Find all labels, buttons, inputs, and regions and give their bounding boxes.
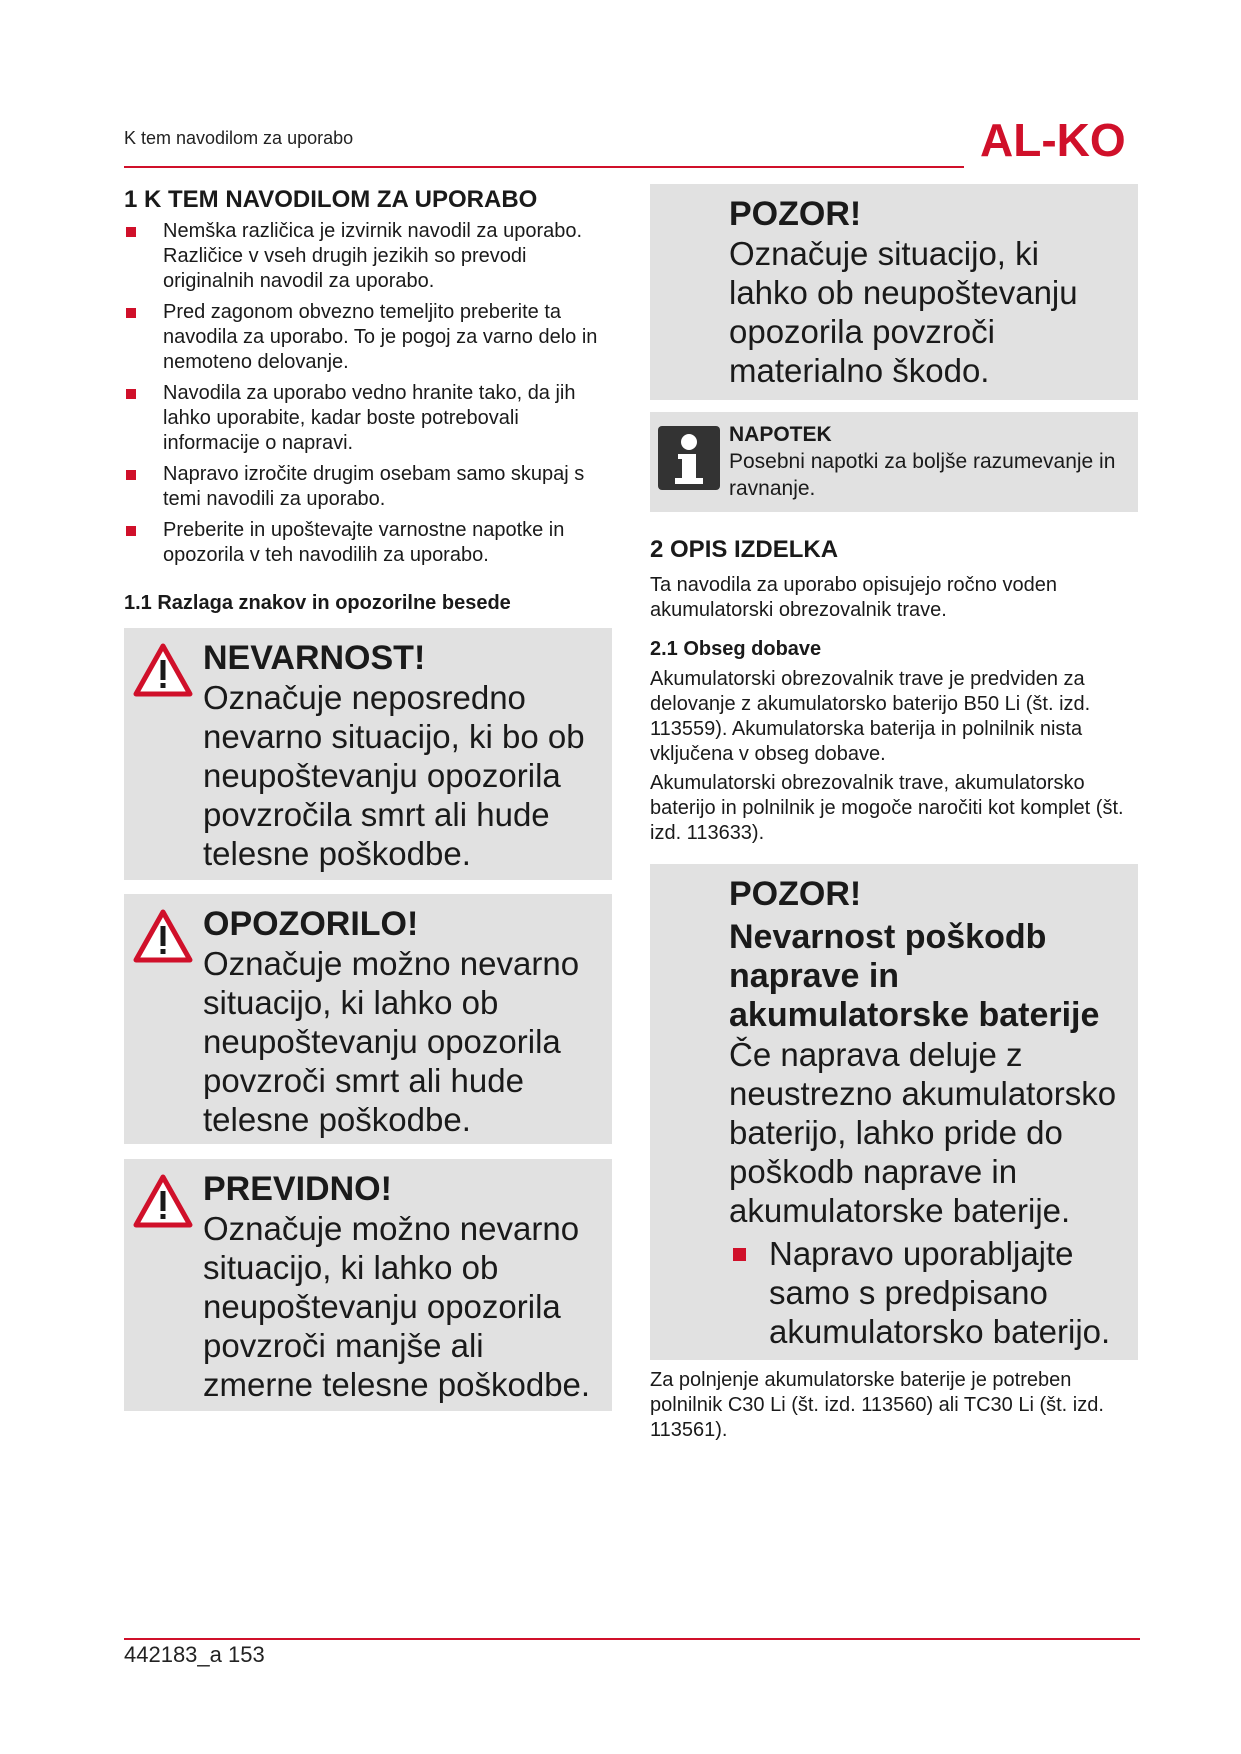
notice-box [650, 184, 1138, 400]
battery-notice-title: POZOR! [729, 875, 862, 913]
alko-logo [980, 114, 1140, 164]
battery-notice-subtitle: Nevarnost poškodb naprave in akumulatorske baterije [729, 918, 1100, 1034]
tip-title: NAPOTEK [729, 423, 832, 446]
caution-title: PREVIDNO! [203, 1170, 392, 1208]
section-2 [650, 536, 1140, 846]
info-icon [658, 426, 720, 490]
warning-triangle-icon [132, 642, 194, 698]
warning-box [124, 894, 612, 1144]
caution-text: Označuje možno nevarno situacijo, ki lahko ob neupoštevanju opozorila povzroči manjše ali zmerne telesne poškodbe. [203, 1210, 591, 1403]
scope-paragraph-1: Akumulatorski obrezovalnik trave je predviden za delovanje z akumulatorsko baterijo B50 Li (št. izd. 113559). Akumulatorska baterija in polnilnik nista vključena v obseg dobave. [650, 667, 1091, 765]
battery-notice-box [650, 864, 1138, 1360]
tip-box [650, 412, 1138, 512]
battery-notice-bullet: Napravo uporabljajte samo s predpisano akumulatorsko baterijo. [729, 1234, 1126, 1351]
warning-text: Označuje možno nevarno situacijo, ki lahko ob neupoštevanju opozorila povzroči smrt ali hude telesne poškodbe. [203, 945, 580, 1138]
warning-triangle-icon [132, 908, 194, 964]
svg-text:AL-KO: AL-KO [980, 114, 1126, 164]
header-rule [124, 166, 964, 168]
bullet-square-icon [126, 470, 136, 480]
running-header: K tem navodilom za uporabo [124, 128, 354, 148]
caution-box [124, 1159, 612, 1411]
bullet-square-icon [126, 526, 136, 536]
tip-text: Posebni napotki za boljše razumevanje in ravnanje. [729, 450, 1116, 500]
section-1-1-heading: 1.1 Razlaga znakov in opozorilne besede [124, 592, 511, 614]
page-number: 442183_a 153 [124, 1642, 265, 1667]
list-item: Navodila za uporabo vedno hranite tako, da jih lahko uporabite, kadar boste potrebovali informacije o napravi. [124, 381, 614, 456]
list-item: Preberite in upoštevajte varnostne napotke in opozorila v teh navodilih za uporabo. [124, 518, 614, 568]
section-2-intro: Ta navodila za uporabo opisujejo ročno voden akumulatorski obrezovalnik trave. [650, 573, 1057, 621]
section-1 [124, 186, 614, 574]
section-2-heading: 2 OPIS IZDELKA [650, 536, 839, 563]
bullet-square-icon [126, 227, 136, 237]
section-1-heading: 1 K TEM NAVODILOM ZA UPORABO [124, 186, 538, 213]
notice-title: POZOR! [729, 195, 862, 233]
charger-paragraph: Za polnjenje akumulatorske baterije je potreben polnilnik C30 Li (št. izd. 113560) ali TC30 Li (št. izd. 113561). [650, 1369, 1104, 1441]
footer-rule [124, 1638, 1140, 1640]
bullet-square-icon [733, 1248, 746, 1261]
list-item: Pred zagonom obvezno temeljito preberite ta navodila za uporabo. To je pogoj za varno delo in nemoteno delovanje. [124, 300, 614, 375]
notice-text: Označuje situacijo, ki lahko ob neupoštevanju opozorila povzroči materialno škodo. [729, 235, 1078, 389]
warning-triangle-icon [132, 1173, 194, 1229]
list-item: Nemška različica je izvirnik navodil za uporabo. Različice v vseh drugih jezikih so prevodi originalnih navodil za uporabo. [124, 219, 614, 294]
list-item: Napravo izročite drugim osebam samo skupaj s temi navodili za uporabo. [124, 462, 614, 512]
bullet-square-icon [126, 308, 136, 318]
danger-box [124, 628, 612, 880]
section-1-bullets [124, 219, 614, 568]
section-2-1-heading: 2.1 Obseg dobave [650, 637, 822, 660]
bullet-square-icon [126, 389, 136, 399]
scope-paragraph-2: Akumulatorski obrezovalnik trave, akumulatorsko baterijo in polnilnik je mogoče naročiti kot komplet (št. izd. 113633). [650, 771, 1124, 844]
danger-title: NEVARNOST! [203, 639, 426, 677]
warning-title: OPOZORILO! [203, 905, 419, 943]
battery-notice-text: Če naprava deluje z neustrezno akumulatorsko baterijo, lahko pride do poškodb naprave in akumulatorske baterije. [729, 1036, 1117, 1229]
danger-text: Označuje neposredno nevarno situacijo, ki bo ob neupoštevanju opozorila povzročila smrt ali hude telesne poškodbe. [203, 679, 585, 872]
